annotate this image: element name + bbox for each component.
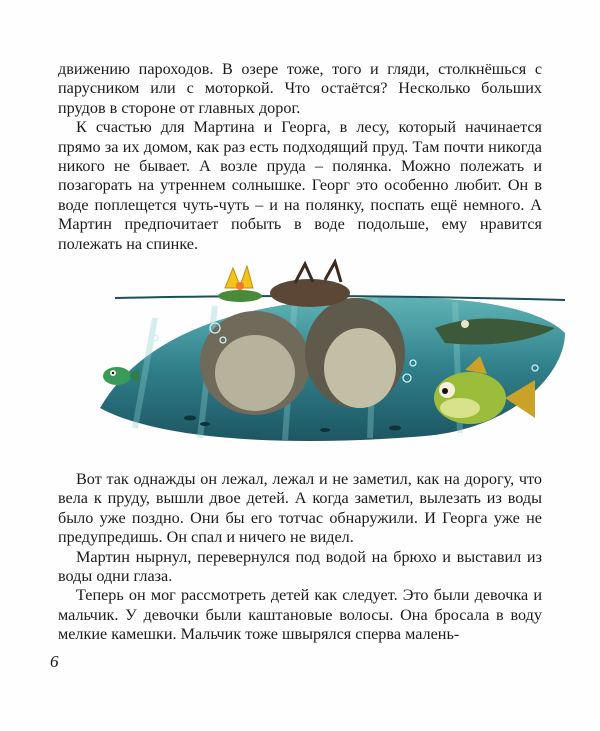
water-lily-icon [218,266,262,302]
paragraph-4: Мартин нырнул, перевернулся под водой на брюхо и выставил из воды одни глаза. [58,547,542,586]
paragraph-1: движению пароходов. В озере тоже, того и гляди, столкнёшься с парусником или с моторкой. Что остаётся? Несколько больших прудов в стороне от главных дорог. [58,60,542,117]
page-number: 6 [50,652,59,671]
paragraph-5: Теперь он мог рассмотреть детей как следует. Это были девочка и мальчик. У девочки были каштановые волосы. Она бросала в воду мелкие камешки. Мальчик тоже швырялся сперва малень- [58,586,542,644]
illustration-pond [95,258,570,443]
top-text-block [58,60,542,254]
bottom-text-block [58,470,542,645]
paragraph-2: К счастью для Мартина и Георга, в лесу, который начинается прямо за их домом, как раз есть подходящий пруд. Там почти никогда никого не бывает. А возле пруда – полянка. Можно полежать и позагорать на утреннем солнышке. Георг это особенно любит. Он в воде поплещется чуть-чуть – и на полянку, поспать ещё немного. А Мартин предпочитает побыть в воде подольше, ему нравится полежать на спинке. [58,118,542,253]
paragraph-3: Вот так однажды он лежал, лежал и не заметил, как на дорогу, что вела к пруду, вышли двое детей. А когда заметил, вылезать из воды было уже поздно. Они бы его тотчас обнаружили. И Георга уже не предупредишь. Он спал и ничего не видел. [58,470,542,547]
